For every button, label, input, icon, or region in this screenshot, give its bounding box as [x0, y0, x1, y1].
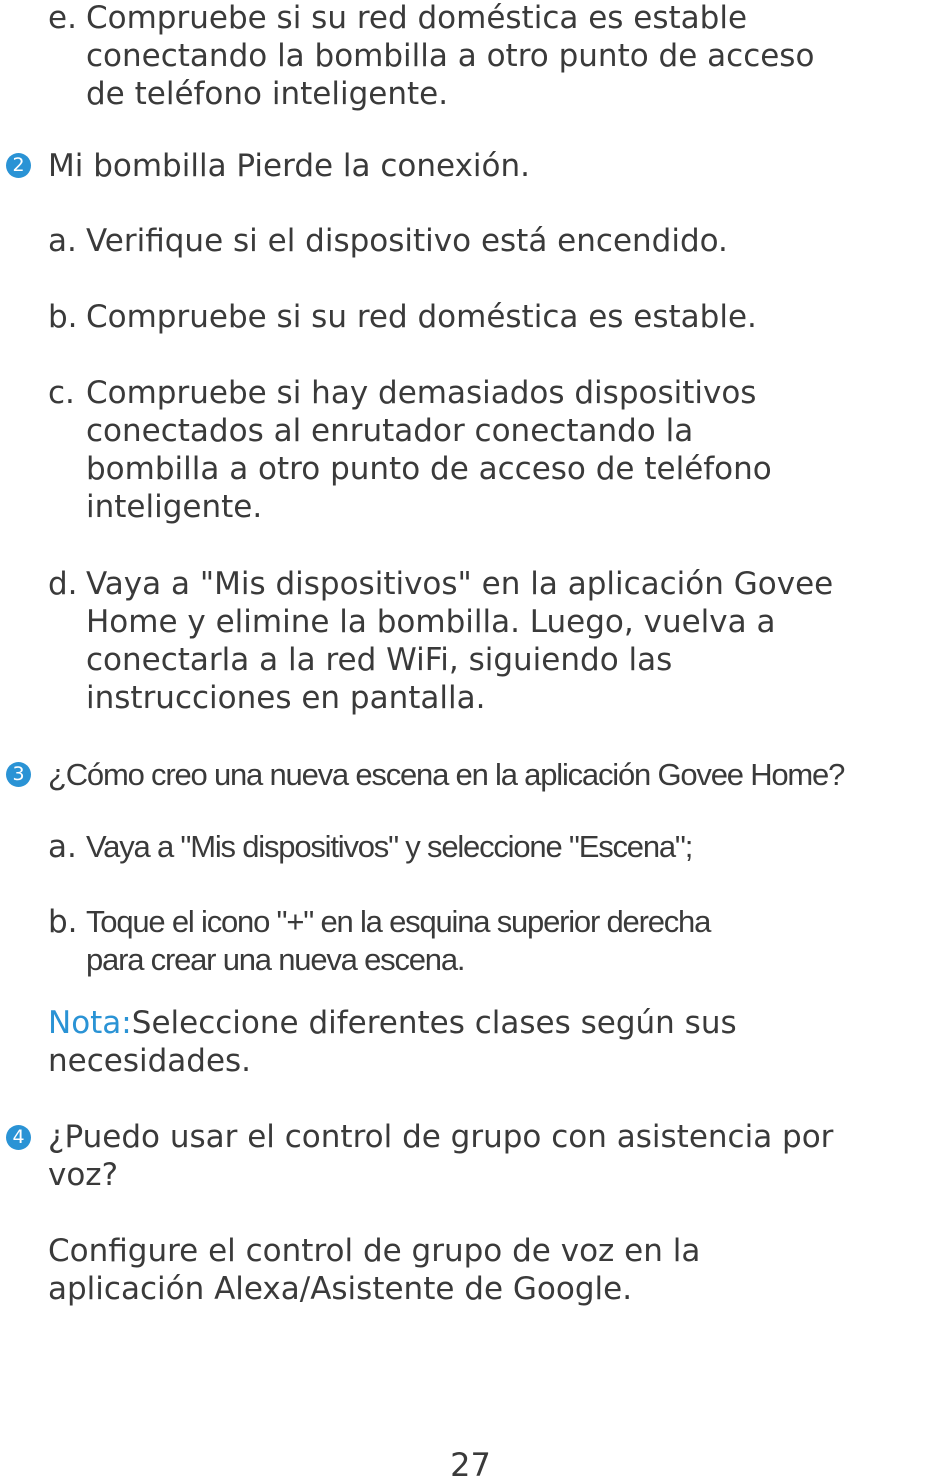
list-item: Compruebe si hay demasiados dispositivos conectados al enrutador conectando la bombilla a otro punto de acceso de teléfono inteligente. — [86, 375, 772, 525]
item-letter: b. — [48, 299, 78, 335]
section-number-badge: 2 — [6, 153, 31, 178]
section-number-badge: 3 — [6, 762, 31, 787]
list-item: Verifique si el dispositivo está encendido. — [86, 223, 728, 259]
item-letter: a. — [48, 829, 77, 865]
section-title: Mi bombilla Pierde la conexión. — [48, 148, 530, 184]
list-item: Toque el icono "+" en la esquina superior derecha para crear una nueva escena. — [86, 904, 711, 977]
list-item: Compruebe si su red doméstica es estable. — [86, 299, 757, 335]
item-letter: e. — [48, 0, 77, 36]
note-text: necesidades. — [48, 1043, 252, 1079]
item-letter: b. — [48, 904, 78, 940]
section-number-badge: 4 — [6, 1125, 31, 1150]
item-letter: c. — [48, 375, 75, 411]
list-item: Vaya a "Mis dispositivos" en la aplicación Govee Home y elimine la bombilla. Luego, vuelva a conectarla a la red WiFi, siguiendo las instrucciones en pantalla. — [86, 566, 834, 716]
section-title: ¿Puedo usar el control de grupo con asistencia por voz? — [48, 1119, 834, 1193]
note-text: Seleccione diferentes clases según sus — [131, 1005, 737, 1041]
note — [48, 1004, 737, 1080]
list-item: Vaya a "Mis dispositivos" y seleccione "Escena"; — [86, 829, 693, 864]
section-title: ¿Cómo creo una nueva escena en la aplicación Govee Home? — [48, 757, 845, 792]
item-letter: a. — [48, 223, 77, 259]
item-text: Compruebe si su red doméstica es estable conectando la bombilla a otro punto de acceso de teléfono inteligente. — [86, 0, 815, 112]
item-letter: d. — [48, 566, 78, 602]
section-answer: Configure el control de grupo de voz en la aplicación Alexa/Asistente de Google. — [48, 1233, 701, 1307]
note-label: Nota: — [48, 1005, 132, 1041]
page-number: 27 — [450, 1446, 491, 1484]
